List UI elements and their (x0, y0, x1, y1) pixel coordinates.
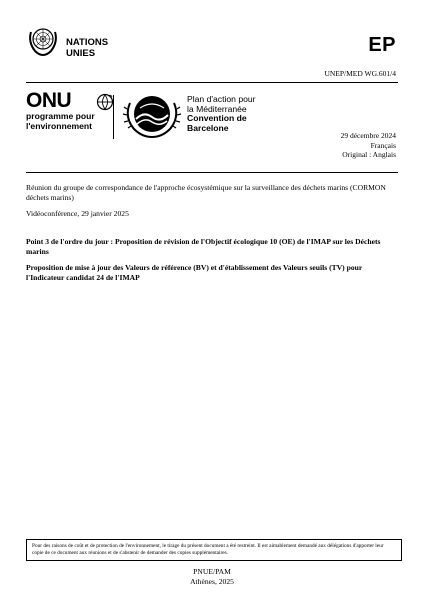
doc-code: EP (368, 34, 396, 56)
logo-divider (113, 95, 114, 139)
doc-original-language: Original : Anglais (342, 150, 396, 159)
map-barcelona-emblem-icon (120, 91, 184, 141)
agenda-item: Point 3 de l'ordre du jour : Proposition de révision de l'Objectif écologique 10 (OE) de l'IMAP sur les Déchets marins (26, 237, 381, 256)
divider-middle (26, 172, 398, 173)
footer-organization: PNUE/PAM (193, 567, 231, 576)
meeting-venue: Vidéoconférence, 29 janvier 2025 (26, 209, 129, 218)
map-line-1: Plan d'action pour (187, 94, 256, 104)
map-line-3: Convention de (187, 113, 247, 124)
unep-line-2: l'environnement (26, 120, 93, 131)
document-title: Proposition de mise à jour des Valeurs de référence (BV) et d'établissement des Valeurs seuils (TV) pour l'Indicateur candidat 24 de l'IMAP (26, 263, 363, 282)
map-line-2: la Méditerranée (187, 103, 247, 114)
org-line-2: UNIES (66, 48, 96, 59)
unep-subtitle (26, 112, 95, 131)
org-line-1: NATIONS (66, 37, 109, 48)
unep-line-1: programme pour (26, 111, 95, 121)
meeting-title: Réunion du groupe de correspondance de l'approche écosystémique sur la surveillance des déchets marins (CORMON déchets marins) (26, 183, 386, 202)
document-meta (341, 131, 396, 160)
footer-place-year: Athènes, 2025 (190, 577, 234, 586)
divider-top (26, 82, 398, 83)
un-emblem-icon (26, 24, 60, 58)
un-org-name (66, 37, 108, 59)
map-logo-text (187, 95, 256, 133)
unep-logo (26, 90, 121, 138)
printing-notice: Pour des raisons de coût et de protection de l'environnement, le tirage du présent document a été restreint. Il est aimablement demandé aux délégations d'apporter leur copie de ce document aux réunions et de s'abstenir de demander des copies supplémentaires. (26, 539, 402, 561)
unep-globe-icon (96, 93, 114, 111)
doc-date: 29 décembre 2024 (340, 131, 396, 140)
map-line-4: Barcelone (187, 122, 229, 133)
unep-word: ONU (26, 89, 72, 112)
doc-language: Français (370, 140, 396, 150)
doc-symbol: UNEP/MED WG.601/4 (324, 69, 396, 78)
